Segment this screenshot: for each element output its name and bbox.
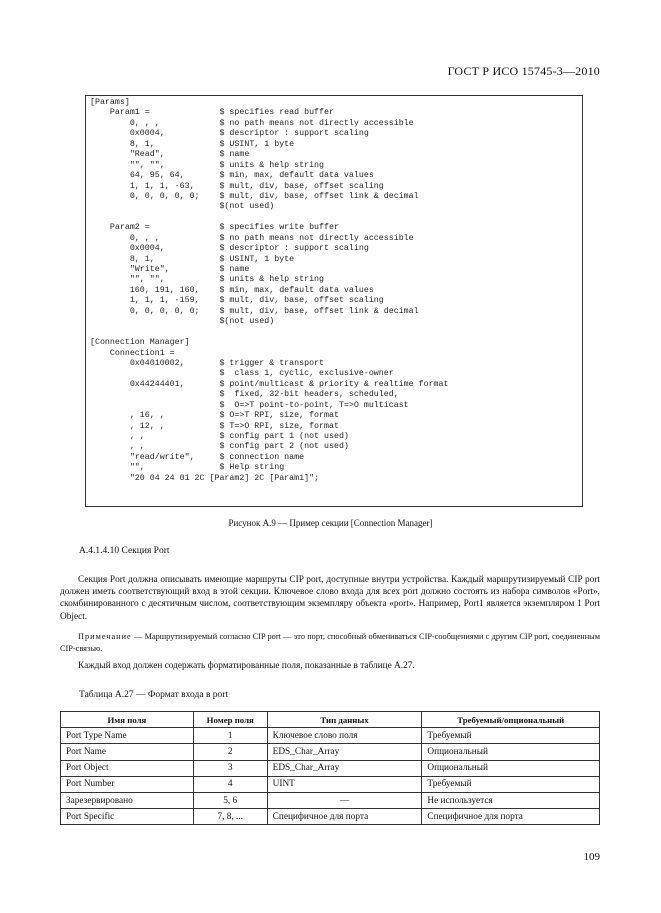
table-row — [61, 809, 600, 825]
figure-caption: Рисунок А.9 — Пример секции [Connection Manager] — [228, 518, 433, 528]
cell-required: Требуемый — [422, 728, 600, 744]
code-line: , , $ config part 1 (not used) — [90, 432, 349, 441]
code-line — [90, 328, 448, 338]
code-line: 0, 0, 0, 0, 0; $ mult, div, base, offset link & decimal — [90, 191, 419, 201]
code-line: [Params] — [90, 98, 130, 107]
cell-field-name: Port Object — [61, 760, 194, 776]
cell-data-type: EDS_Char_Array — [267, 760, 422, 776]
code-line: "20 04 24 01 2C [Param2] 2C [Param1]"; — [90, 473, 320, 483]
code-listing — [90, 98, 448, 484]
port-format-table — [60, 711, 600, 825]
paragraph-fields: Каждый вход должен содержать форматированные поля, показанные в таблице А.27. — [78, 661, 415, 671]
code-line: 0x0004, $ descriptor : support scaling — [90, 129, 369, 139]
code-line: "Read", $ name — [90, 150, 250, 160]
code-line: "read/write", $ connection name — [90, 452, 305, 462]
cell-field-number: 5, 6 — [193, 792, 267, 808]
code-listing-frame — [85, 95, 583, 507]
header-field-name: Имя поля — [61, 712, 194, 728]
cell-required: Не используется — [422, 792, 600, 808]
cell-required: Специфичное для порта — [422, 809, 600, 825]
cell-data-type: — — [267, 792, 422, 808]
cell-field-number: 4 — [193, 776, 267, 792]
code-line: 160, 191, 160, $ min, max, default data values — [90, 285, 374, 295]
note-label: Примечание — [78, 632, 132, 641]
code-line: "", "", $ units & help string — [90, 160, 325, 170]
code-line: 0, , , $ no path means not directly accessible — [90, 118, 414, 128]
table-row — [61, 776, 600, 792]
code-line: 0, 0, 0, 0, 0; $ mult, div, base, offset link & decimal — [90, 306, 419, 316]
code-line: "Write", $ name — [90, 265, 250, 274]
note — [60, 631, 600, 655]
table-row — [61, 744, 600, 760]
code-line: $ fixed, 32-bit headers, scheduled, — [90, 390, 399, 400]
code-line: 1, 1, 1, -63, $ mult, div, base, offset scaling — [90, 181, 384, 191]
cell-data-type: EDS_Char_Array — [267, 744, 422, 760]
header-field-number: Номер поля — [193, 712, 267, 728]
note-text: — Маршрутизируемый согласно CIP port — это порт, способный обмениваться CIP-сообщениями с другим CIP port, соединенным CIP-связью. — [60, 632, 600, 654]
table-row — [61, 728, 600, 744]
code-line: Connection1 = — [90, 348, 175, 358]
header-data-type: Тип данных — [267, 712, 422, 728]
code-line: "", "", $ units & help string — [90, 275, 325, 285]
cell-required: Требуемый — [422, 776, 600, 792]
cell-required: Опциональный — [422, 760, 600, 776]
header-required: Требуемый/опциональный — [422, 712, 600, 728]
code-line: Param2 = $ specifies write buffer — [90, 223, 339, 233]
code-line: 0x44244401, $ point/multicast & priority & realtime format — [90, 379, 449, 389]
code-line: , , $ config part 2 (not used) — [90, 442, 349, 452]
code-line: 8, 1, $ USINT, 1 byte — [90, 254, 295, 264]
code-line: 8, 1, $ USINT, 1 byte — [90, 139, 295, 149]
code-line: 0, , , $ no path means not directly accessible — [90, 233, 414, 243]
cell-field-number: 7, 8, ... — [193, 809, 267, 825]
table-row — [61, 760, 600, 776]
cell-field-name: Port Number — [61, 776, 194, 792]
code-line — [90, 213, 448, 223]
cell-field-number: 2 — [193, 744, 267, 760]
code-line: , 16, , $ O=>T RPI, size, format — [90, 411, 339, 421]
table-row — [61, 792, 600, 808]
cell-field-number: 1 — [193, 728, 267, 744]
code-line: 1, 1, 1, -159, $ mult, div, base, offset scaling — [90, 296, 384, 306]
cell-field-name: Зарезервировано — [61, 792, 194, 808]
code-line: "", $ Help string — [90, 463, 285, 473]
cell-field-name: Port Specific — [61, 809, 194, 825]
section-heading: А.4.1.4.10 Секция Port — [79, 546, 170, 556]
code-line: $ class 1, cyclic, exclusive-owner — [90, 369, 394, 379]
code-line: , 12, , $ T=>O RPI, size, format — [90, 421, 339, 431]
code-line: $ O=>T point-to-point, T=>O multicast — [90, 400, 409, 410]
cell-field-name: Port Name — [61, 744, 194, 760]
code-line: Param1 = $ specifies read buffer — [90, 108, 334, 118]
code-line: [Connection Manager] — [90, 338, 190, 348]
document-header: ГОСТ Р ИСО 15745-3—2010 — [447, 64, 600, 78]
code-line: $(not used) — [90, 202, 275, 212]
cell-data-type: UINT — [267, 776, 422, 792]
code-line: 0x04010002, $ trigger & transport — [90, 358, 325, 368]
cell-required: Опциональный — [422, 744, 600, 760]
cell-data-type: Ключевое слово поля — [267, 728, 422, 744]
table-header-row — [61, 712, 600, 728]
table-caption: Таблица А.27 — Формат входа в port — [79, 690, 229, 700]
page-number: 109 — [583, 851, 600, 863]
cell-data-type: Специфичное для порта — [267, 809, 422, 825]
paragraph-port-section: Секция Port должна описывать имеющие маршруты CIP port, доступные внутри устройства. Каждый маршрутизируемый CIP port должен иметь соответствующий вход в этой секции. Ключевое слово входа для всех port должно состоять из набора символов «Port», скомбинированного с десятичным числом, соответствующим экземпляру объекта «port». Например, Port1 является экземпляром 1 Port Object. — [60, 575, 600, 622]
code-line: 64, 95, 64, $ min, max, default data values — [90, 171, 374, 181]
cell-field-name: Port Type Name — [61, 728, 194, 744]
code-line: 0x0004, $ descriptor : support scaling — [90, 244, 369, 254]
code-line: $(not used) — [90, 317, 275, 327]
cell-field-number: 3 — [193, 760, 267, 776]
